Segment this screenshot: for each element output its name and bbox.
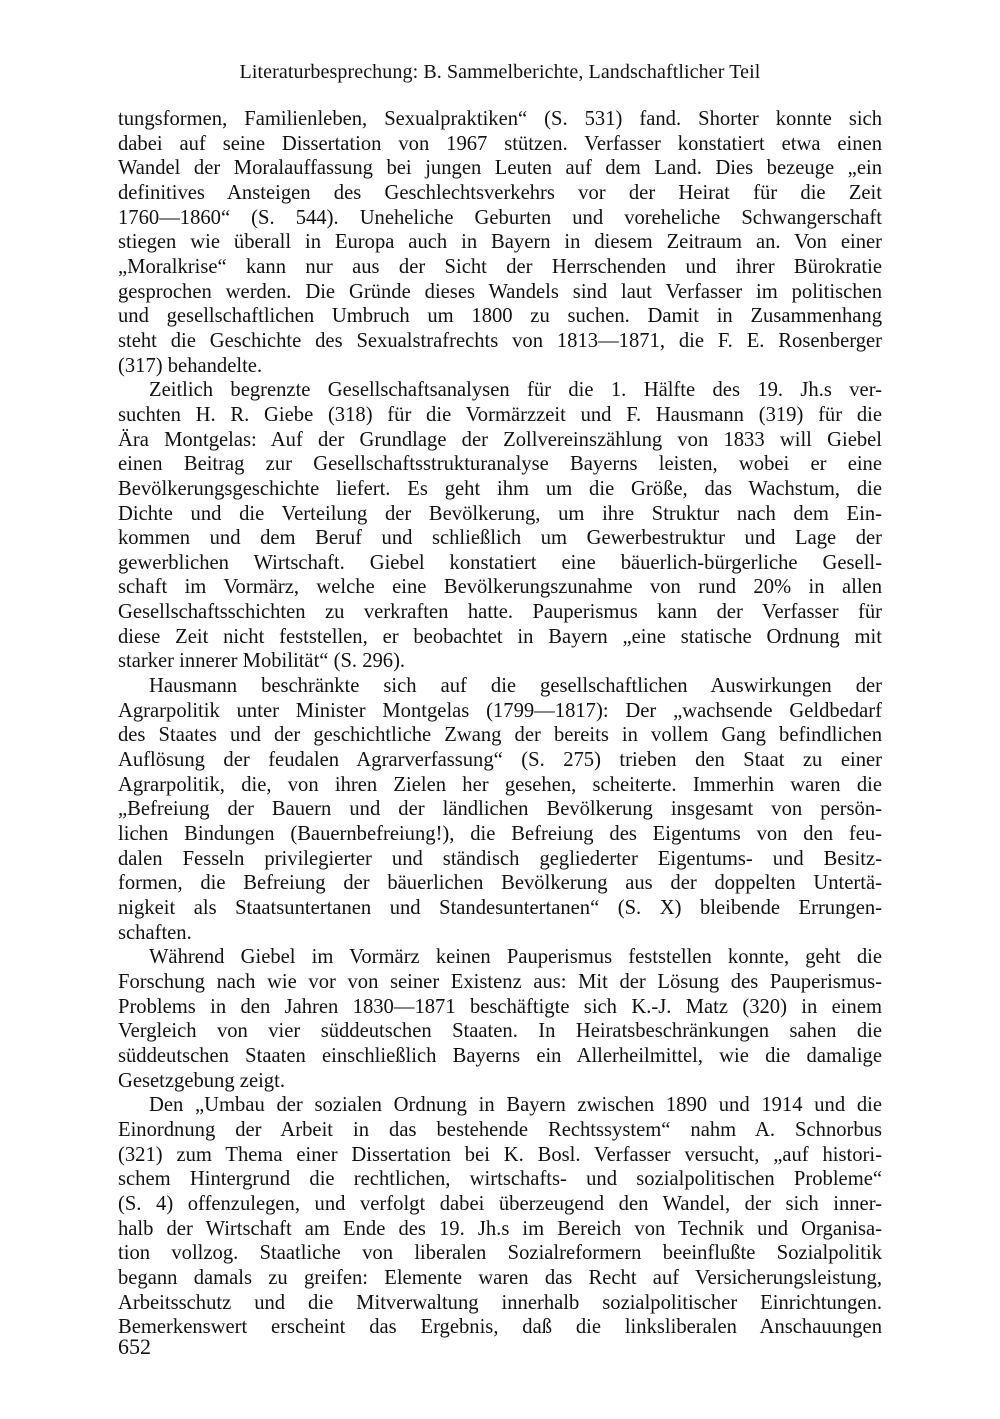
text-line: gewerblichen Wirtschaft. Giebel konstatiert eine bäuerlich-bürgerliche Gesell-	[118, 551, 882, 574]
text-line: diese Zeit nicht feststellen, er beobachtet in Bayern „eine statische Ordnung mit	[118, 625, 882, 648]
text-line: halb der Wirtschaft am Ende des 19. Jh.s im Bereich von Technik und Organisa-	[118, 1217, 882, 1240]
text-line: steht die Geschichte des Sexualstrafrechts von 1813—1871, die F. E. Rosenberger	[118, 329, 882, 352]
text-line: Den „Umbau der sozialen Ordnung in Bayern zwischen 1890 und 1914 und die	[149, 1094, 882, 1117]
text-line: dabei auf seine Dissertation von 1967 stützen. Verfasser konstatiert etwa einen	[118, 132, 882, 155]
text-line: Agrarpolitik unter Minister Montgelas (1799—1817): Der „wachsende Geldbedarf	[118, 699, 882, 722]
page-number: 652	[118, 1334, 151, 1359]
paragraph	[118, 945, 882, 1093]
text-line: lichen Bindungen (Bauernbefreiung!), die Befreiung des Eigentums von den feu-	[118, 823, 882, 846]
text-line: suchten H. R. Giebe (318) für die Vormärzzeit und F. Hausmann (319) für die	[118, 403, 882, 426]
text-line: stiegen wie überall in Europa auch in Bayern in diesem Zeitraum an. Von einer	[118, 231, 882, 254]
text-line: Hausmann beschränkte sich auf die gesellschaftlichen Auswirkungen der	[149, 675, 882, 698]
paragraph	[118, 1093, 882, 1340]
text-line: Vergleich von vier süddeutschen Staaten. In Heiratsbeschränkungen sahen die	[118, 1020, 882, 1043]
running-title: Literaturbesprechung: B. Sammelberichte, Landschaftlicher Teil	[239, 61, 761, 83]
text-line: kommen und dem Beruf und schließlich um Gewerbestruktur und Lage der	[118, 527, 882, 550]
text-line: Problems in den Jahren 1830—1871 beschäftigte sich K.-J. Matz (320) in einem	[118, 995, 882, 1018]
text-line: (S. 4) offenzulegen, und verfolgt dabei überzeugend den Wandel, der sich inner-	[118, 1192, 882, 1215]
text-line: schaft im Vormärz, welche eine Bevölkerungszunahme von rund 20% in allen	[118, 576, 882, 599]
text-line: formen, die Befreiung der bäuerlichen Bevölkerung aus der doppelten Untertä-	[118, 872, 882, 895]
text-line: und gesellschaftlichen Umbruch um 1800 zu suchen. Damit in Zusammenhang	[118, 305, 882, 328]
text-line: gesprochen werden. Die Gründe dieses Wandels sind laut Verfasser im politischen	[118, 280, 882, 303]
text-line: „Moralkrise“ kann nur aus der Sicht der Herrschenden und ihrer Bürokratie	[118, 255, 882, 278]
text-line: Auflösung der feudalen Agrarverfassung“ (S. 275) trieben den Staat zu einer	[118, 749, 882, 772]
body-text	[118, 107, 882, 1340]
text-line: begann damals zu greifen: Elemente waren das Recht auf Versicherungsleistung,	[118, 1266, 882, 1289]
text-line: Agrarpolitik, die, von ihren Zielen her gesehen, scheiterte. Immerhin waren die	[118, 773, 882, 796]
text-line: Bemerkenswert erscheint das Ergebnis, daß die linksliberalen Anschauungen	[118, 1316, 882, 1339]
text-line: Zeitlich begrenzte Gesellschaftsanalysen für die 1. Hälfte des 19. Jh.s ver-	[149, 379, 882, 402]
text-line: dalen Fesseln privilegierter und ständisch gegliederter Eigentums- und Besitz-	[118, 847, 882, 870]
text-line: (317) behandelte.	[118, 354, 263, 377]
text-line: definitives Ansteigen des Geschlechtsverkehrs vor der Heirat für die Zeit	[118, 181, 882, 204]
text-line: Dichte und die Verteilung der Bevölkerung, um ihre Struktur nach dem Ein-	[118, 502, 882, 525]
text-line: einen Beitrag zur Gesellschaftsstrukturanalyse Bayerns leisten, wobei er eine	[118, 453, 882, 476]
text-line: Während Giebel im Vormärz keinen Pauperismus feststellen konnte, geht die	[149, 946, 882, 969]
text-line: Gesellschaftsschichten zu verkraften hatte. Pauperismus kann der Verfasser für	[118, 601, 882, 624]
text-line: tion vollzog. Staatliche von liberalen Sozialreformern beeinflußte Sozialpolitik	[118, 1242, 882, 1265]
text-line: nigkeit als Staatsuntertanen und Standesuntertanen“ (S. X) bleibende Errungen-	[118, 897, 882, 919]
text-line: (321) zum Thema einer Dissertation bei K. Bosl. Verfasser versucht, „auf histori-	[118, 1143, 882, 1166]
text-line: „Befreiung der Bauern und der ländlichen Bevölkerung insgesamt von persön-	[118, 798, 882, 821]
text-line: des Staates und der geschichtliche Zwang der bereits in vollem Gang befindlichen	[118, 724, 882, 747]
text-line: Bevölkerungsgeschichte liefert. Es geht ihm um die Größe, das Wachstum, die	[118, 477, 882, 500]
text-line: Arbeitsschutz und die Mitverwaltung innerhalb sozialpolitischer Einrichtungen.	[118, 1291, 882, 1314]
paragraph	[118, 674, 882, 945]
text-line: schem Hintergrund die rechtlichen, wirtschafts- und sozialpolitischen Probleme“	[118, 1168, 882, 1191]
text-line: Gesetzgebung zeigt.	[118, 1069, 285, 1092]
text-line: tungsformen, Familienleben, Sexualpraktiken“ (S. 531) fand. Shorter konnte sich	[118, 108, 882, 130]
text-line: starker innerer Mobilität“ (S. 296).	[118, 650, 406, 673]
text-line: Forschung nach wie vor von seiner Existenz aus: Mit der Lösung des Pauperismus-	[118, 970, 882, 993]
text-line: Ära Montgelas: Auf der Grundlage der Zollvereinszählung von 1833 will Giebel	[118, 428, 882, 451]
paragraph	[118, 107, 882, 378]
text-line: schaften.	[118, 921, 192, 944]
text-line: süddeutschen Staaten einschließlich Bayerns ein Allerheilmittel, wie die damalige	[118, 1044, 882, 1067]
paragraph	[118, 378, 882, 674]
text-line: 1760—1860“ (S. 544). Uneheliche Geburten und voreheliche Schwangerschaft	[118, 206, 882, 229]
text-line: Einordnung der Arbeit in das bestehende Rechtssystem“ nahm A. Schnorbus	[118, 1118, 882, 1141]
text-line: Wandel der Moralauffassung bei jungen Leuten auf dem Land. Dies bezeuge „ein	[118, 157, 882, 180]
